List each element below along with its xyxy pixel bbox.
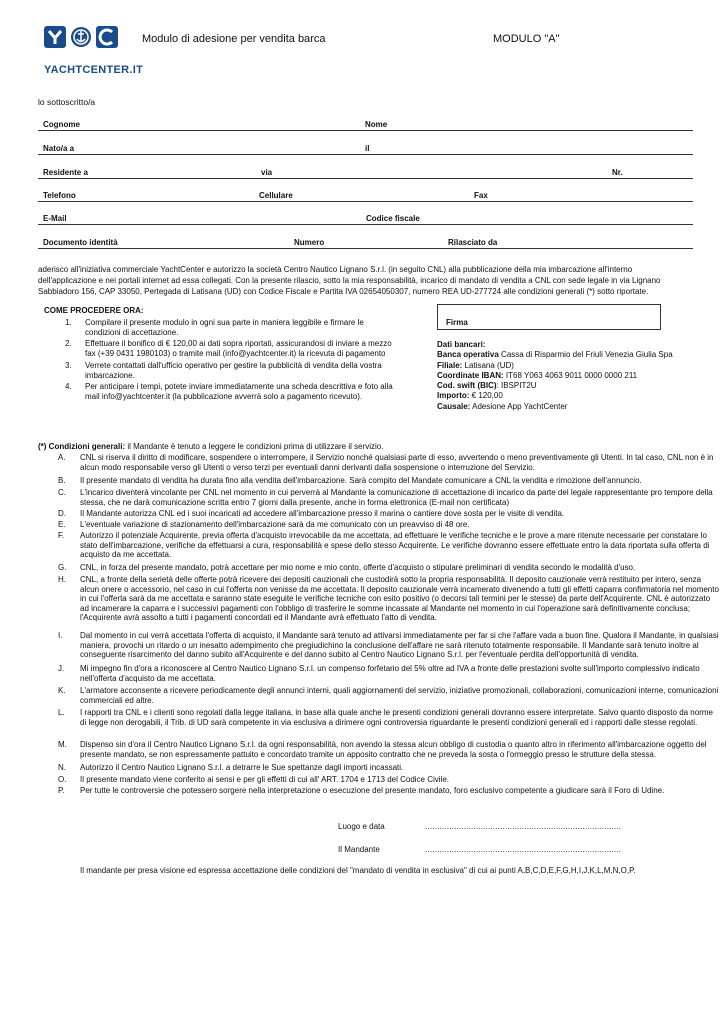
bank-branch: Latisana (UD) [462,360,514,370]
bank-name: Cassa di Risparmio del Friuli Venezia Giulia Spa [498,350,673,360]
place-date-label: Luogo e data [338,822,385,831]
email-field[interactable]: E-Mail [43,214,67,223]
place-date-field[interactable]: ................................................................................. [425,822,622,831]
yachtcenter-logo [44,26,144,80]
undersigned-label: lo sottoscritto/a [38,97,96,107]
row-phone [38,189,693,202]
payment-reason: Adesione App YachtCenter [470,401,568,411]
row-document [38,236,693,249]
bank-details: Dati bancari: Banca operativa Cassa di Risparmio del Friuli Venezia Giulia Spa Filiale: Latisana (UD) Coordinate IBAN: IT68 Y063 4063 9011 0000 0000 211 Cod. swift (BIC): IBSPIT2U Importo: € 120,00 Causale: Adesione App YachtCenter [437,340,673,411]
bank-iban: IT68 Y063 4063 9011 0000 0000 211 [503,370,638,380]
logo-letter-c [96,26,118,48]
street-field[interactable]: via [261,168,273,177]
street-number-field[interactable]: Nr. [612,168,623,177]
id-document-field[interactable]: Documento identità [43,238,118,247]
signature-label: Firma [446,318,468,327]
form-code: MODULO "A" [493,33,560,45]
general-conditions-heading: (*) Condizioni generali: il Mandante è tenuto a leggere le condizioni prima di utilizzare il servizio. [38,442,384,451]
document-title: Modulo di adesione per vendita barca [142,33,326,45]
anchor-icon [70,26,92,48]
birthplace-field[interactable]: Nato/a a [43,144,75,153]
acceptance-statement: Il mandante per presa visione ed espressa accettazione delle condizioni del "mandato di vendita in esclusiva" di cui ai punti A,B,C,D,E,F,G,H,I,J,K,L,M,N,O,P. [80,866,636,875]
signature-box[interactable] [437,304,661,330]
logo-wordmark: YACHTCENTER.IT [44,64,144,76]
logo-letter-y [44,26,66,48]
phone-field[interactable]: Telefono [43,191,76,200]
bank-swift: : IBSPIT2U [496,381,537,391]
document-number-field[interactable]: Numero [294,238,325,247]
cognome-field[interactable]: Cognome [43,120,80,129]
nome-field[interactable]: Nome [365,120,388,129]
mobile-field[interactable]: Cellulare [259,191,293,200]
how-to-proceed-title: COME PROCEDERE ORA: [44,306,144,315]
bank-title: Dati bancari: [437,340,486,349]
fax-field[interactable]: Fax [474,191,488,200]
principal-label: Il Mandante [338,845,380,854]
row-email [38,212,693,225]
payment-amount: € 120,00 [469,391,503,401]
tax-code-field[interactable]: Codice fiscale [366,214,420,223]
principal-signature-field[interactable]: ................................................................................. [425,845,622,854]
row-birth [38,142,693,155]
issued-by-field[interactable]: Rilasciato da [448,238,498,247]
row-name [38,118,693,131]
intro-paragraph: aderisco all'iniziativa commerciale YachtCenter e autorizzo la società Centro Nautico Lignano S.r.l. (in seguito CNL) alla pubblicazione della mia imbarcazione all'interno dell'applicazione e nei portali internet ad essa collegati. Con la presente rilascio, sotto la mia responsabilità, incarico di mandato di vendita a CNL con sede legale in via Lignano Sabbiadoro 156, CAP 33050, Pertegada di Latisana (UD) con Codice Fiscale e Partita IVA 02654050307, numero REA UD-277724 alle condizioni generali (*) sotto riportate. [38,265,661,296]
row-residence [38,166,693,179]
birthdate-field[interactable]: il [365,144,370,153]
residence-field[interactable]: Residente a [43,168,88,177]
